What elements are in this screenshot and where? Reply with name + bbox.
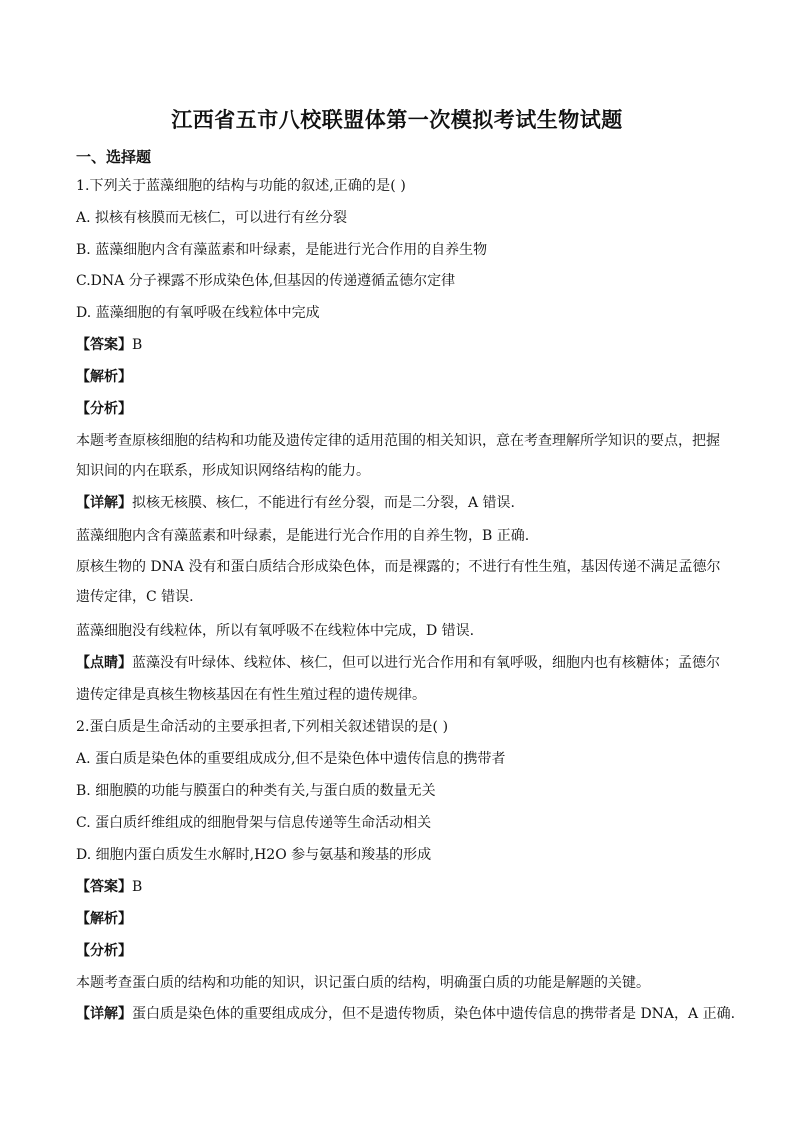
answer-value: B [132, 879, 143, 895]
q2-option-c: C. 蛋白质纤维组成的细胞骨架与信息传递等生命活动相关 [76, 815, 432, 831]
page-title: 江西省五市八校联盟体第一次模拟考试生物试题 [171, 107, 623, 132]
q1-option-c: C.DNA 分子裸露不形成染色体,但基因的传递遵循孟德尔定律 [76, 273, 456, 289]
q2-option-b: B. 细胞膜的功能与膜蛋白的种类有关,与蛋白质的数量无关 [76, 783, 436, 799]
q1-option-b: B. 蓝藻细胞内含有藻蓝素和叶绿素，是能进行光合作用的自养生物 [76, 242, 488, 258]
answer-value: B [132, 337, 143, 353]
q1-detail-line: 原核生物的 DNA 没有和蛋白质结合形成染色体，而是裸露的；不进行有性生殖，基因传递不满足孟德尔 [76, 559, 721, 575]
q1-detail-line [76, 493, 515, 513]
q2-fenxi-line: 本题考查蛋白质的结构和功能的知识，识记蛋白质的结构，明确蛋白质的功能是解题的关键。 [76, 975, 650, 991]
q1-stem: 1.下列关于蓝藻细胞的结构与功能的叙述,正确的是( ) [76, 178, 406, 194]
q2-detail-line [76, 1004, 735, 1024]
q1-fenxi-tag: 【分析】 [76, 401, 132, 417]
answer-tag: 【答案】 [76, 337, 132, 353]
detail-text: 拟核无核膜、核仁，不能进行有丝分裂，而是二分裂，A 错误. [132, 495, 516, 511]
q1-option-a: A. 拟核有核膜而无核仁，可以进行有丝分裂 [76, 210, 348, 226]
q1-jiexi-tag: 【解析】 [76, 369, 132, 385]
q2-fenxi-tag: 【分析】 [76, 943, 132, 959]
q1-fenxi-line: 本题考查原核细胞的结构和功能及遗传定律的适用范围的相关知识，意在考查理解所学知识的要点，把握 [76, 433, 720, 449]
q1-answer [76, 335, 142, 355]
q2-jiexi-tag: 【解析】 [76, 911, 132, 927]
q1-dianjing-line: 遗传定律是真核生物核基因在有性生殖过程的遗传规律。 [76, 687, 426, 703]
q2-answer [76, 877, 142, 897]
dianjing-text: 蓝藻没有叶绿体、线粒体、核仁，但可以进行光合作用和有氧呼吸，细胞内也有核糖体；孟德尔 [132, 655, 720, 671]
q1-detail-line: 蓝藻细胞内含有藻蓝素和叶绿素，是能进行光合作用的自养生物，B 正确. [76, 528, 530, 544]
q1-detail-line: 遗传定律，C 错误. [76, 589, 194, 605]
section-heading: 一、选择题 [76, 148, 152, 166]
q1-option-d: D. 蓝藻细胞的有氧呼吸在线粒体中完成 [76, 305, 320, 321]
q1-dianjing-line [76, 653, 720, 673]
q1-fenxi-line: 知识间的内在联系，形成知识网络结构的能力。 [76, 463, 370, 479]
q2-option-a: A. 蛋白质是染色体的重要组成成分,但不是染色体中遗传信息的携带者 [76, 751, 506, 767]
detail-tag: 【详解】 [76, 1006, 132, 1022]
answer-tag: 【答案】 [76, 879, 132, 895]
dianjing-tag: 【点睛】 [76, 655, 132, 671]
q1-detail-line: 蓝藻细胞没有线粒体，所以有氧呼吸不在线粒体中完成，D 错误. [76, 623, 475, 639]
detail-text: 蛋白质是染色体的重要组成成分，但不是遗传物质，染色体中遗传信息的携带者是 DNA，A 正确. [132, 1006, 736, 1022]
q2-stem: 2.蛋白质是生命活动的主要承担者,下列相关叙述错误的是( ) [76, 719, 449, 735]
detail-tag: 【详解】 [76, 495, 132, 511]
q2-option-d: D. 细胞内蛋白质发生水解时,H2O 参与氨基和羧基的形成 [76, 847, 432, 863]
